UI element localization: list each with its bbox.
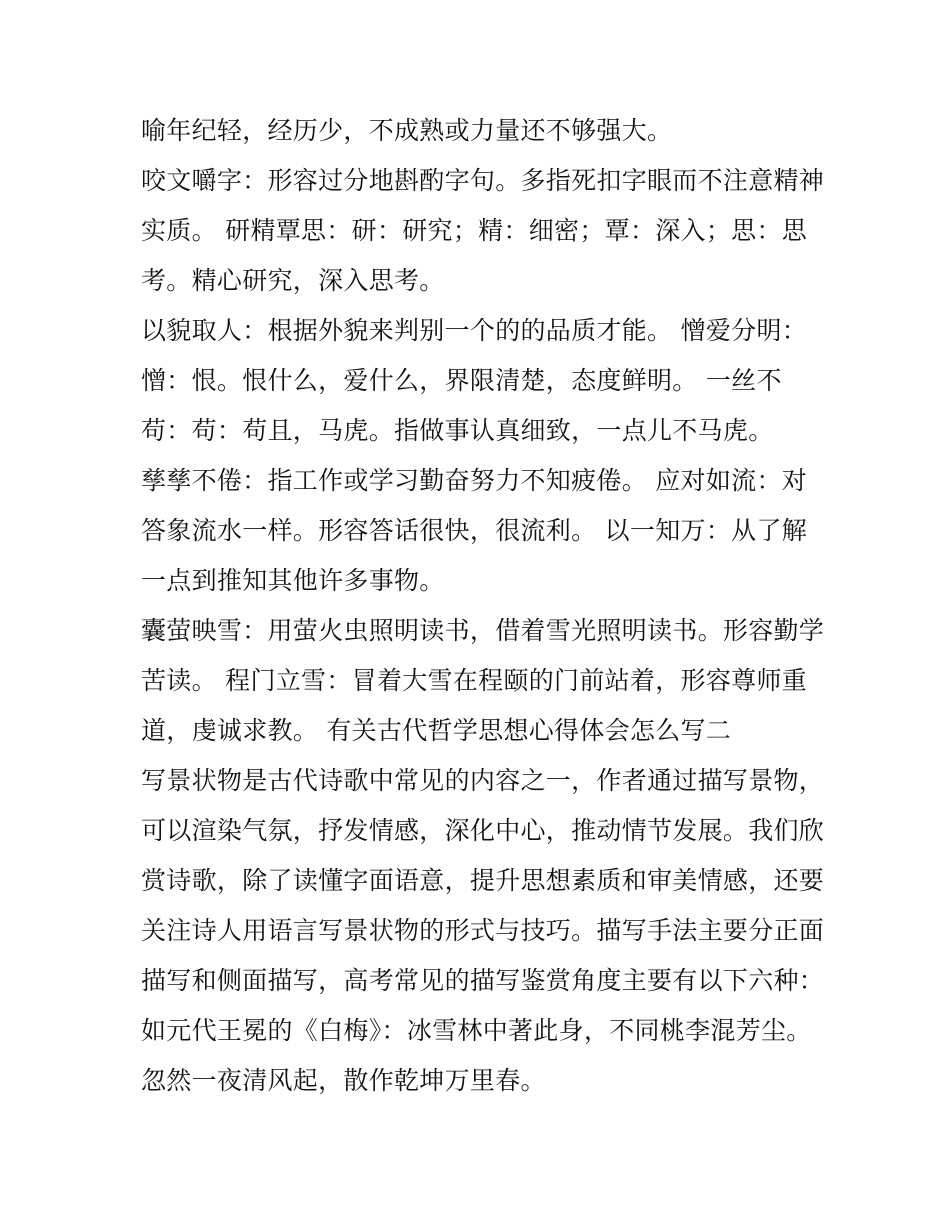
text-line: 一点到推知其他许多事物。 bbox=[141, 566, 445, 595]
text-line: 憎：恨。恨什么，爱什么，界限清楚，态度鲜明。 一丝不 bbox=[141, 366, 782, 395]
text-line: 孳孳不倦：指工作或学习勤奋努力不知疲倦。 应对如流：对 bbox=[141, 466, 808, 495]
text-line: 道，虔诚求教。 有关古代哲学思想心得体会怎么写二 bbox=[141, 716, 732, 745]
text-line: 关注诗人用语言写景状物的形式与技巧。描写手法主要分正面 bbox=[141, 916, 825, 945]
text-line: 答象流水一样。形容答话很快，很流利。 以一知万：从了解 bbox=[141, 516, 808, 545]
text-line: 喻年纪轻，经历少，不成熟或力量还不够强大。 bbox=[141, 116, 673, 145]
body-text bbox=[141, 106, 825, 1106]
text-line: 如元代王冕的《白梅》：冰雪林中著此身，不同桃李混芳尘。 bbox=[141, 1016, 812, 1045]
text-line: 苟：苟：苟且，马虎。指做事认真细致，一点儿不马虎。 bbox=[141, 416, 774, 445]
text-line: 描写和侧面描写，高考常见的描写鉴赏角度主要有以下六种： bbox=[141, 966, 825, 995]
text-line: 可以渲染气氛，抒发情感，深化中心，推动情节发展。我们欣 bbox=[141, 816, 825, 845]
text-line: 实质。 研精覃思：研：研究；精：细密；覃：深入；思：思 bbox=[141, 216, 808, 245]
text-line: 忽然一夜清风起，散作乾坤万里春。 bbox=[141, 1066, 546, 1095]
text-line: 写景状物是古代诗歌中常见的内容之一，作者通过描写景物， bbox=[141, 766, 825, 795]
text-line: 赏诗歌，除了读懂字面语意，提升思想素质和审美情感，还要 bbox=[141, 866, 825, 895]
text-line: 以貌取人：根据外貌来判别一个的的品质才能。 憎爱分明： bbox=[141, 316, 808, 345]
text-line: 囊萤映雪：用萤火虫照明读书，借着雪光照明读书。形容勤学 bbox=[141, 616, 825, 645]
text-line: 咬文嚼字：形容过分地斟酌字句。多指死扣字眼而不注意精神 bbox=[141, 166, 825, 195]
text-line: 考。精心研究，深入思考。 bbox=[141, 266, 445, 295]
text-line: 苦读。 程门立雪：冒着大雪在程颐的门前站着，形容尊师重 bbox=[141, 666, 808, 695]
